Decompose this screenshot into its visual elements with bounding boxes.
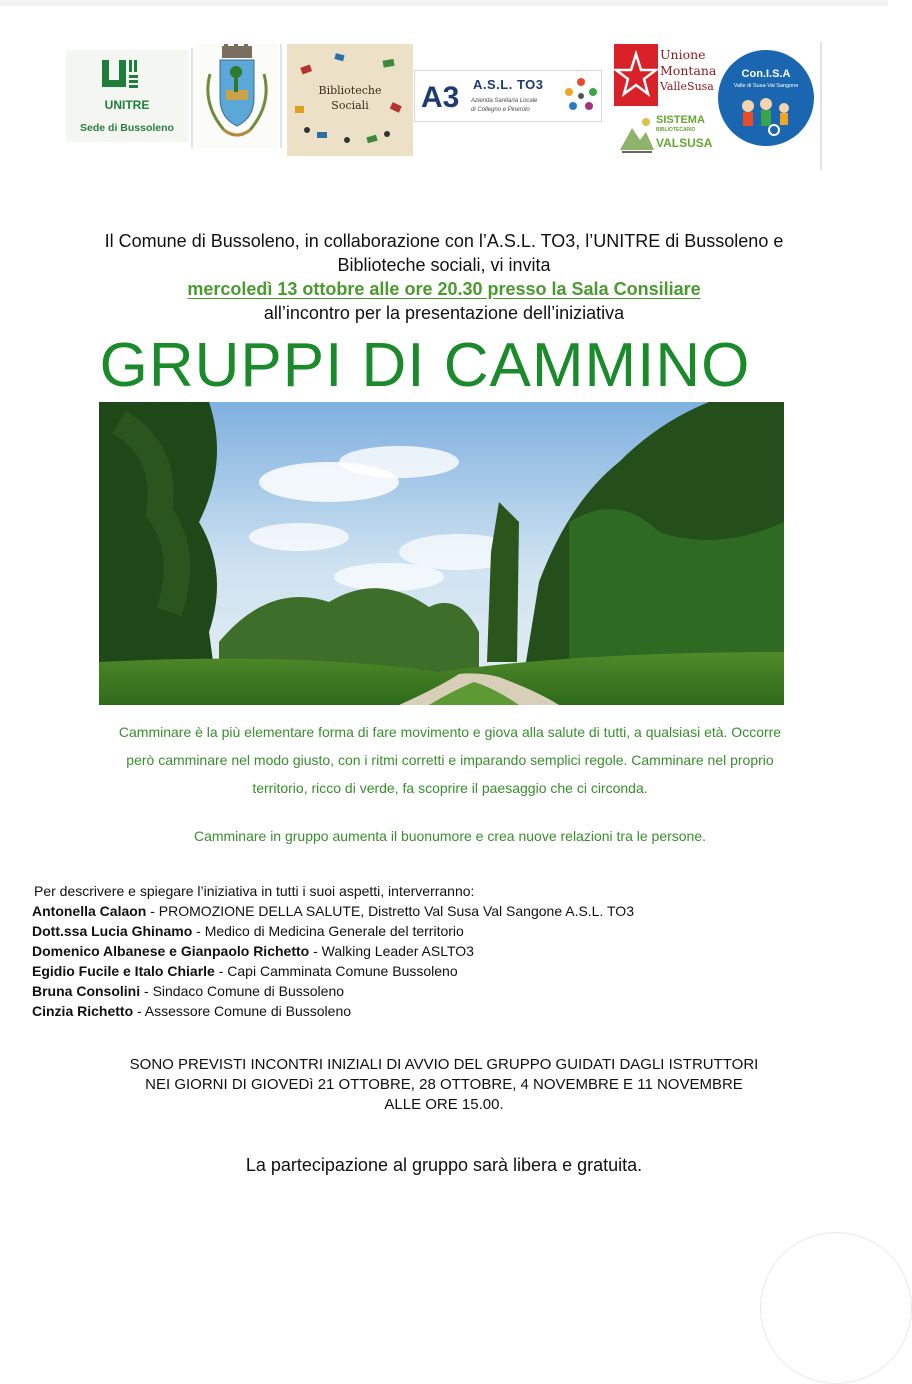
- notice-line-3: ALLE ORE 15.00.: [384, 1096, 504, 1113]
- asl-sub2: di Collegno e Pinerolo: [471, 107, 530, 113]
- speaker-name: Cinzia Richetto: [32, 1003, 134, 1019]
- speaker-name: Egidio Fucile e Italo Chiarle: [32, 963, 215, 979]
- unitre-mark-icon: [100, 60, 140, 90]
- asl-sub1: Azienda Sanitaria Locale: [471, 98, 538, 104]
- unitre-sede: Sede di Bussoleno: [80, 122, 174, 134]
- asl-to3-logo: [414, 70, 602, 122]
- sistema-line3: VALSUSA: [656, 136, 713, 150]
- mountain-book-icon: [618, 112, 656, 158]
- speaker-row: [32, 981, 862, 1001]
- consa-logo: [718, 50, 814, 146]
- intro-line-2: Biblioteche sociali, vi invita: [337, 255, 551, 275]
- people-flower-icon: [561, 74, 601, 118]
- description-line-3: territorio, ricco di verde, fa scoprire il paesaggio che ci circonda.: [252, 780, 648, 796]
- speaker-name: Domenico Albanese e Gianpaolo Richetto: [32, 943, 310, 959]
- closing-statement: La partecipazione al gruppo sarà libera e gratuita.: [245, 1155, 643, 1175]
- unione-line2: Montana: [660, 63, 717, 78]
- notice-line-2: NEI GIORNI DI GIOVEDì 21 OTTOBRE, 28 OTTOBRE, 4 NOVEMBRE E 11 NOVEMBRE: [145, 1076, 743, 1093]
- speaker-role: - PROMOZIONE DELLA SALUTE, Distretto Val Susa Val Sangone A.S.L. TO3: [146, 903, 634, 919]
- speaker-row: [32, 1001, 862, 1021]
- speaker-row: [32, 961, 862, 981]
- page-title: GRUPPI DI CAMMINO: [99, 331, 751, 400]
- speaker-role: - Walking Leader ASLTO3: [309, 943, 474, 959]
- sistema-line2: BIBLIOTECARIO: [656, 127, 696, 133]
- logo-divider: [191, 48, 193, 148]
- biblioteche-line2: Sociali: [331, 99, 369, 112]
- description-line-2: però camminare nel modo giusto, con i ritmi corretti e imparando semplici regole. Camminare nel proprio: [126, 752, 774, 768]
- event-date-line: [20, 279, 868, 300]
- svg-text:A3: A3: [421, 81, 460, 114]
- speaker-name: Dott.ssa Lucia Ghinamo: [32, 923, 193, 939]
- speaker-role: - Assessore Comune di Bussoleno: [133, 1003, 352, 1019]
- unitre-logo: [66, 50, 188, 142]
- unione-line1: Unione: [660, 47, 706, 62]
- sistema-bibliotecario-logo: [616, 112, 713, 160]
- biblioteche-line1: Biblioteche: [318, 84, 382, 97]
- speaker-row: [32, 921, 862, 941]
- unione-montana-logo: [614, 44, 717, 110]
- speaker-role: - Sindaco Comune di Bussoleno: [140, 983, 345, 999]
- star-icon: [614, 44, 658, 106]
- speakers-section: [32, 881, 862, 1021]
- asl-name: A.S.L. TO3: [473, 77, 544, 92]
- asl-mark-icon: [417, 71, 473, 121]
- consa-name: Con.I.S.A: [741, 68, 791, 80]
- corner-decoration: [760, 1232, 912, 1384]
- speaker-role: - Capi Camminata Comune Bussoleno: [214, 963, 458, 979]
- family-icon: [718, 50, 814, 146]
- schedule-notice: [0, 1055, 888, 1115]
- description-line-4: Camminare in gruppo aumenta il buonumore e crea nuove relazioni tra le persone.: [193, 828, 707, 844]
- speaker-row: [32, 941, 862, 961]
- description-line-1: Camminare è la più elementare forma di fare movimento e giova alla salute di tutti, a qualsiasi età. Occorre: [118, 724, 782, 740]
- speaker-name: Bruna Consolini: [32, 983, 141, 999]
- speaker-name: Antonella Calaon: [32, 903, 147, 919]
- walking-path-photo: [99, 402, 784, 705]
- unitre-name: UNITRE: [104, 98, 150, 112]
- speaker-row: [32, 901, 862, 921]
- comune-crest-logo: [196, 44, 278, 148]
- intro-line-1: Il Comune di Bussoleno, in collaborazione con l’A.S.L. TO3, l’UNITRE di Bussoleno e: [104, 231, 784, 251]
- unione-line3: ValleSusa: [660, 80, 714, 93]
- speaker-role: - Medico di Medicina Generale del territorio: [192, 923, 464, 939]
- biblioteche-sociali-logo: [287, 44, 413, 156]
- sistema-line1: SISTEMA: [656, 114, 705, 126]
- event-date-text: mercoledì 13 ottobre alle ore 20.30 presso la Sala Consiliare: [187, 279, 701, 299]
- logo-divider: [280, 44, 282, 148]
- logo-divider: [820, 42, 822, 170]
- unione-red-box: [614, 44, 658, 106]
- speakers-intro: Per descrivere e spiegare l’iniziativa in tutti i suoi aspetti, interverranno:: [34, 883, 475, 899]
- notice-line-1: SONO PREVISTI INCONTRI INIZIALI DI AVVIO DEL GRUPPO GUIDATI DAGLI ISTRUTTORI: [129, 1056, 759, 1073]
- consa-sub: Valle di Susa-Val Sangone: [733, 83, 799, 89]
- intro-line-4: all’incontro per la presentazione dell’iniziativa: [263, 303, 625, 323]
- top-bar: [0, 0, 888, 6]
- crest-icon: [196, 44, 278, 148]
